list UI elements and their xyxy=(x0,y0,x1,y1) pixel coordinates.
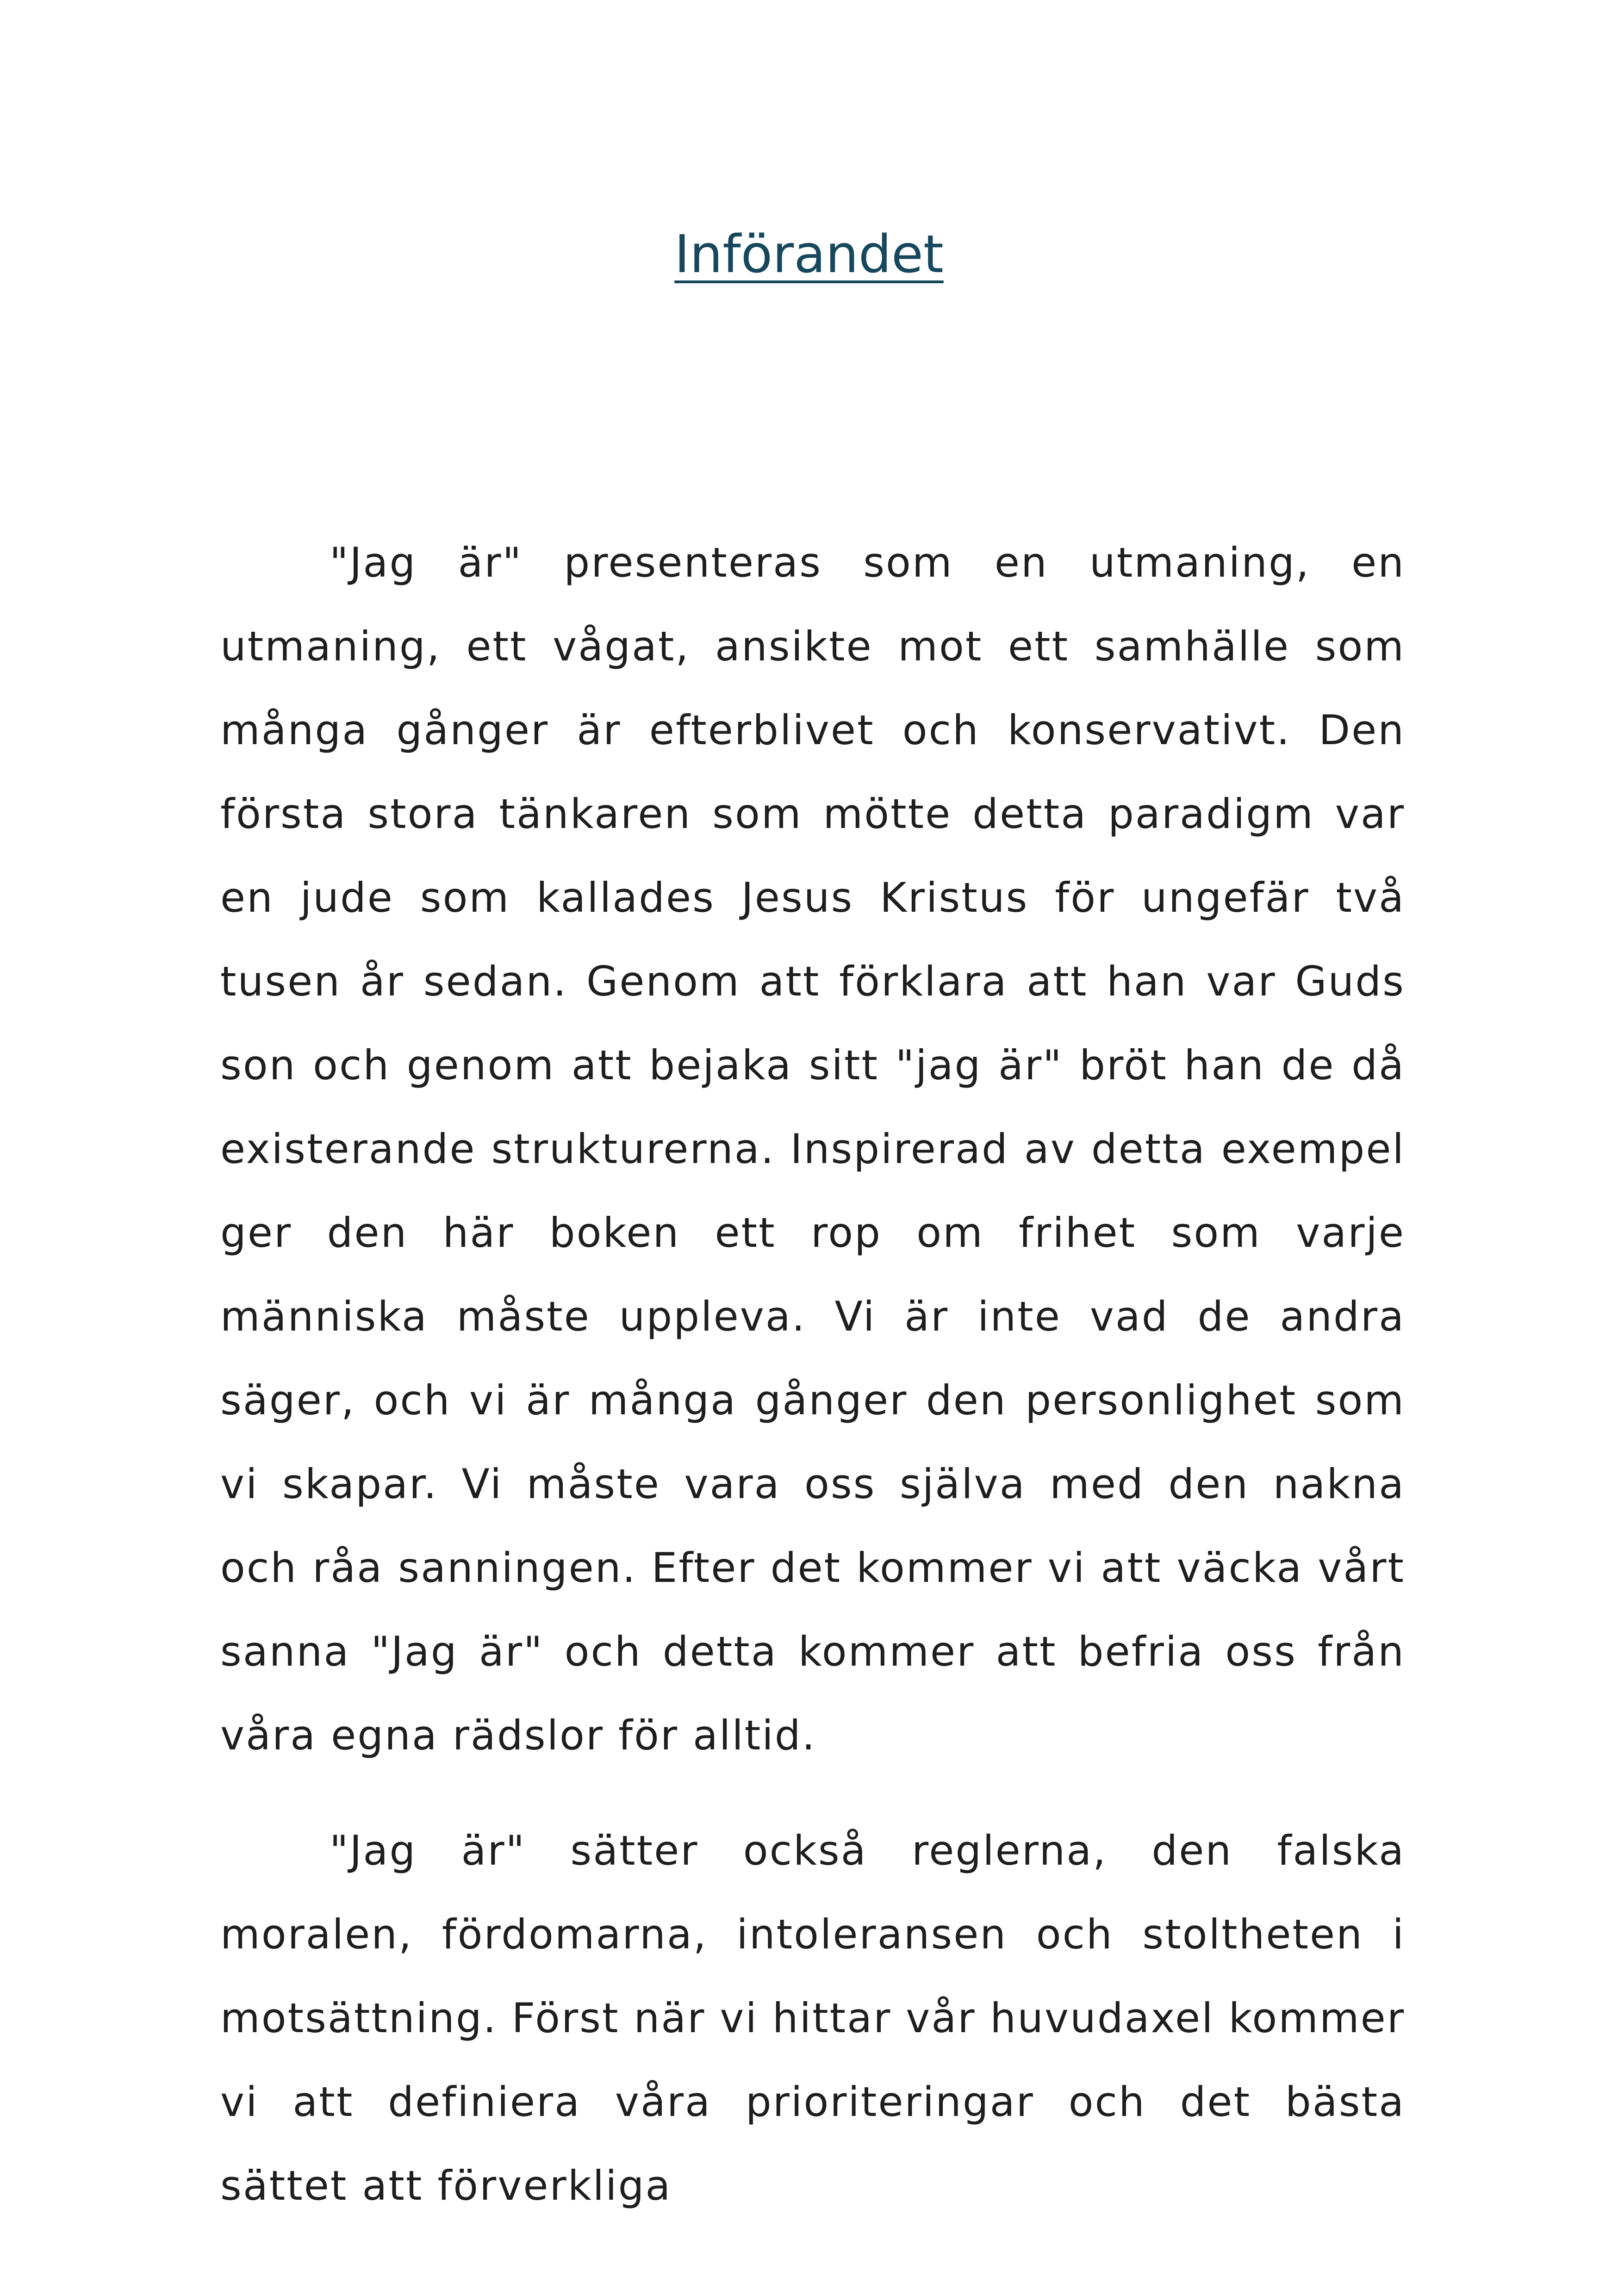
paragraph-2: "Jag är" sätter också reglerna, den falska moralen, fördomarna, intoleransen och stoltheten i motsättning. Först när vi hittar vår huvudaxel kommer vi att definiera våra prioriteringar och det bästa sättet att förverkliga xyxy=(220,1827,1405,2209)
paragraph-1: "Jag är" presenteras som en utmaning, en utmaning, ett vågat, ansikte mot ett samhälle som många gånger är efterblivet och konservativt. Den första stora tänkaren som mötte detta paradigm var en jude som kallades Jesus Kristus för ungefär två tusen år sedan. Genom att förklara att han var Guds son och genom att bejaka sitt "jag är" bröt han de då existerande strukturerna. Inspirerad av detta exempel ger den här boken ett rop om frihet som varje människa måste uppleva. Vi är inte vad de andra säger, och vi är många gånger den personlighet som vi skapar. Vi måste vara oss själva med den nakna och råa sanningen. Efter det kommer vi att väcka vårt sanna "Jag är" och detta kommer att befria oss från våra egna rädslor för alltid. xyxy=(220,539,1405,1759)
body-text xyxy=(220,521,1405,2259)
chapter-title: Införandet xyxy=(674,224,944,285)
